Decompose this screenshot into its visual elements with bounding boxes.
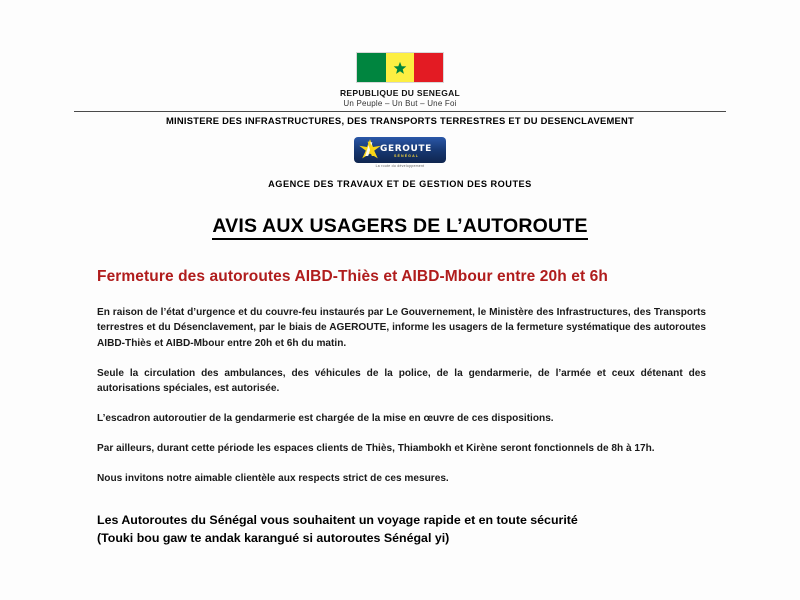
closing-message bbox=[97, 512, 706, 547]
notice-paragraph: Par ailleurs, durant cette période les espaces clients de Thiès, Thiambokh et Kirène seront fonctionnels de 8h à 17h. bbox=[97, 443, 655, 455]
header-divider bbox=[74, 111, 726, 112]
flag-band-yellow bbox=[386, 53, 415, 82]
ageroute-brand-text: GEROUTE bbox=[380, 143, 432, 154]
republic-label: REPUBLIQUE DU SENEGAL bbox=[339, 88, 461, 98]
document-header bbox=[0, 0, 800, 189]
ministry-label: MINISTERE DES INFRASTRUCTURES, DES TRANSPORTS TERRESTRES ET DU DESENCLAVEMENT bbox=[165, 115, 635, 126]
senegal-flag-icon bbox=[356, 52, 444, 83]
ageroute-brand-subtext: SÉNÉGAL bbox=[394, 153, 420, 158]
national-motto: Un Peuple – Un But – Une Foi bbox=[343, 99, 457, 108]
agency-label: AGENCE DES TRAVAUX ET DE GESTION DES ROUTES bbox=[268, 178, 532, 189]
notice-paragraph: Nous invitons notre aimable clientèle aux respects strict de ces mesures. bbox=[97, 473, 449, 485]
closing-line-2: (Touki bou gaw te andak karangué si autoroutes Sénégal yi) bbox=[97, 531, 450, 546]
ageroute-logo-mark bbox=[354, 137, 446, 163]
notice-body bbox=[94, 267, 706, 548]
notice-paragraph: Seule la circulation des ambulances, des véhicules de la police, de la gendarmerie, de l’armée et ceux détenant des autorisations spéciales, est autorisée. bbox=[97, 367, 706, 394]
notice-paragraph: L’escadron autoroutier de la gendarmerie est chargée de la mise en œuvre de ces dispositions. bbox=[97, 413, 554, 424]
closing-line-1: Les Autoroutes du Sénégal vous souhaitent un voyage rapide et en toute sécurité bbox=[97, 513, 578, 528]
notice-title bbox=[0, 215, 800, 238]
paragraph-list bbox=[97, 305, 706, 486]
flag-band-green bbox=[357, 53, 386, 82]
notice-title-text: AVIS AUX USAGERS DE L’AUTOROUTE bbox=[212, 215, 587, 240]
ageroute-logo bbox=[354, 137, 446, 168]
notice-subtitle: Fermeture des autoroutes AIBD-Thiès et AIBD-Mbour entre 20h et 6h bbox=[97, 267, 608, 285]
ageroute-tagline: La route du développement bbox=[375, 163, 425, 168]
ageroute-a-swoosh-icon bbox=[358, 138, 382, 163]
flag-band-red bbox=[414, 53, 443, 82]
notice-paragraph: En raison de l’état d’urgence et du couvre-feu instaurés par Le Gouvernement, le Ministère des Infrastructures, des Transports terrestres et du Désenclavement, par le biais de AGEROUTE, informe les usagers de la fermeture systématique des autoroutes AIBD-Thiès et AIBD-Mbour entre 20h et 6h du matin. bbox=[97, 307, 706, 349]
